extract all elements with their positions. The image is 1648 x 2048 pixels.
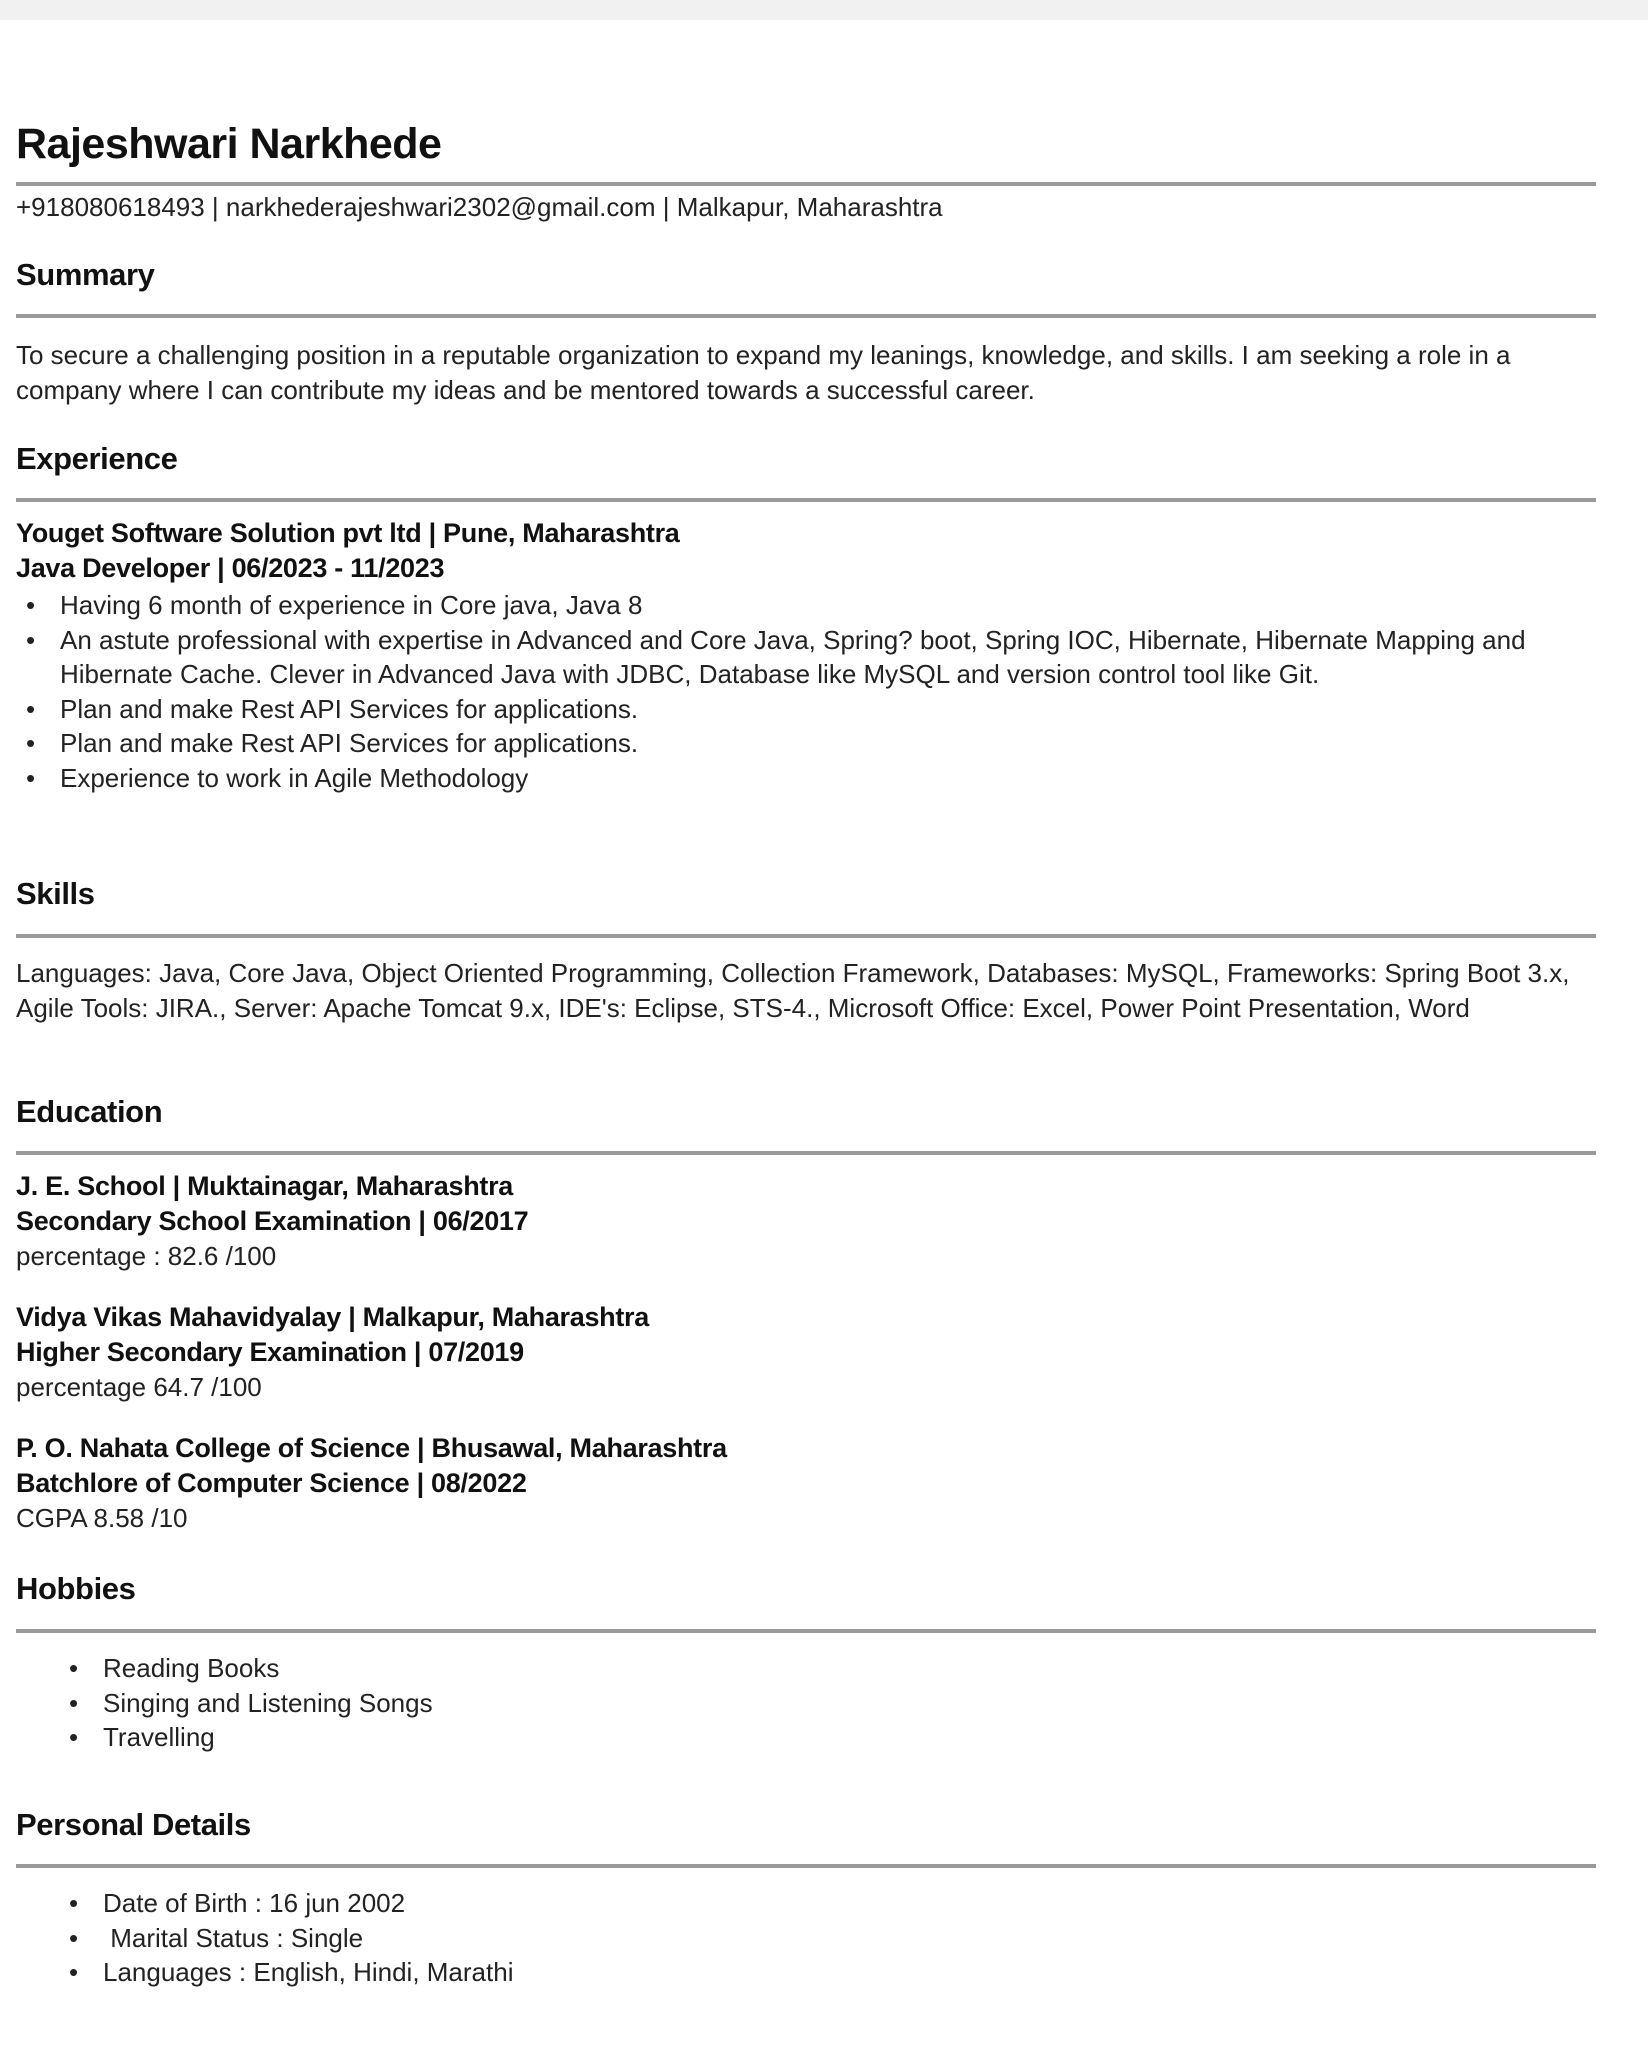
education-section [16,1093,1596,1536]
bullet-icon: • [69,1888,79,1918]
education-score: percentage 64.7 /100 [16,1372,262,1402]
resume-header [16,118,1596,224]
hobbies-divider [16,1629,1596,1633]
personal-details-list [16,1886,1596,1990]
list-item: • An astute professional with expertise in Advanced and Core Java, Spring? boot, Spring IOC, Hibernate, Hibernate Mapping and Hibernate Cache. Clever in Advanced Java with JDBC, Database like MySQL and version control tool like Git. [26,624,1526,689]
bullet-icon: • [69,1653,79,1683]
list-item: • Languages : English, Hindi, Marathi [16,1955,1596,1990]
list-item: • Experience to work in Agile Methodology [16,761,1596,796]
bullet-icon: • [69,1722,79,1752]
education-degree: Batchlore of Computer Science | 08/2022 [16,1468,527,1498]
education-institution: P. O. Nahata College of Science | Bhusawal, Maharashtra [16,1433,727,1463]
experience-company: Youget Software Solution pvt ltd | Pune, Maharashtra [16,518,680,548]
education-institution: Vidya Vikas Mahavidyalay | Malkapur, Maharashtra [16,1302,649,1332]
skills-section [16,875,1596,1025]
education-entry [16,1169,1596,1274]
list-item: • Reading Books [16,1651,1596,1686]
experience-divider [16,498,1596,502]
list-item: • Plan and make Rest API Services for applications. [16,692,1596,727]
hobbies-list [16,1651,1596,1755]
summary-text: To secure a challenging position in a reputable organization to expand my leanings, knowledge, and skills. I am seeking a role in a company where I can contribute my ideas and be mentored towards a successful career. [16,340,1511,405]
contact-line: +918080618493 | narkhederajeshwari2302@gmail.com | Malkapur, Maharashtra [16,192,943,222]
skills-text: Languages: Java, Core Java, Object Oriented Programming, Collection Framework, Databases: MySQL, Frameworks: Spring Boot 3.x, Agile Tools: JIRA., Server: Apache Tomcat 9.x, IDE's: Eclipse, STS-4., Microsoft Office: Excel, Power Point Presentation, Word [16,958,1570,1023]
top-strip [0,0,1648,20]
education-entry [16,1431,1596,1536]
bullet-icon: • [69,1687,79,1718]
experience-section [16,440,1596,795]
education-score: CGPA 8.58 /10 [16,1503,188,1533]
education-degree: Higher Secondary Examination | 07/2019 [16,1337,524,1367]
education-institution: J. E. School | Muktainagar, Maharashtra [16,1171,514,1201]
header-divider [16,182,1596,186]
summary-section [16,256,1596,407]
bullet-icon: • [26,590,36,620]
bullet-icon: • [26,762,36,793]
bullet-icon: • [69,1957,79,1987]
education-entry [16,1300,1596,1405]
summary-divider [16,314,1596,318]
bullet-icon: • [26,624,36,655]
list-item: • Travelling [16,1720,1596,1755]
list-item: • Marital Status : Single [16,1921,1596,1956]
list-item: • Plan and make Rest API Services for applications. [16,726,1596,761]
experience-role: Java Developer | 06/2023 - 11/2023 [16,553,445,583]
list-item: • Having 6 month of experience in Core java, Java 8 [16,588,1596,623]
experience-bullet-list [16,588,1596,795]
education-score: percentage : 82.6 /100 [16,1241,277,1271]
section-title-summary: Summary [16,257,155,292]
list-item: • Date of Birth : 16 jun 2002 [16,1886,1596,1921]
education-degree: Secondary School Examination | 06/2017 [16,1206,529,1236]
bullet-icon: • [69,1922,79,1953]
candidate-name: Rajeshwari Narkhede [16,120,442,168]
section-title-skills: Skills [16,876,95,911]
skills-divider [16,934,1596,938]
education-divider [16,1151,1596,1155]
hobbies-section [16,1570,1596,1755]
bullet-icon: • [26,693,36,724]
section-title-hobbies: Hobbies [16,1571,136,1606]
section-title-personal-details: Personal Details [16,1807,251,1842]
personal-details-section [16,1806,1596,1990]
bullet-icon: • [26,728,36,758]
personal-details-divider [16,1864,1596,1868]
section-title-education: Education [16,1094,163,1129]
list-item: • Singing and Listening Songs [16,1686,1596,1721]
section-title-experience: Experience [16,441,178,476]
